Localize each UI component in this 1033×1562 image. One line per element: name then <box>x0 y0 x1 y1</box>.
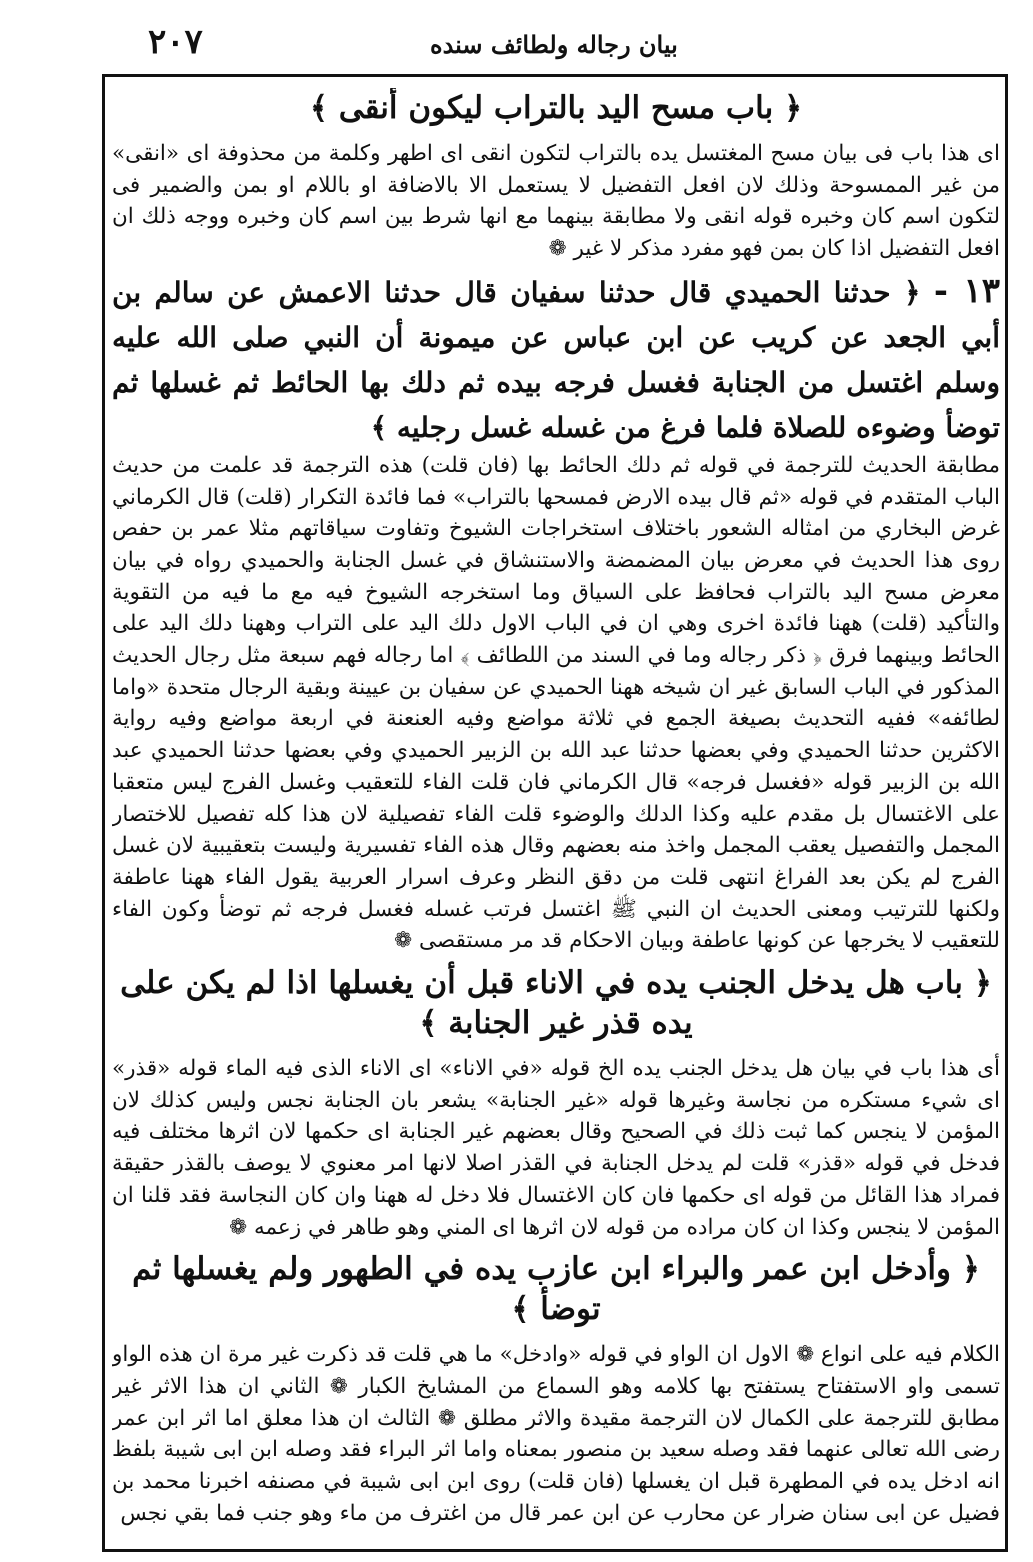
hadith-block <box>112 269 1000 450</box>
hadith-number: ١٣ - <box>933 270 1000 311</box>
commentary-paragraph: اى هذا باب فى بيان مسح المغتسل يده بالتراب لتكون انقى اى اطهر وكلمة من محذوفة اى «انقى» من غير الممسوحة وذلك لان افعل التفضيل لا يستعمل الا بالاضافة او باللام او بمن والضمير فى لتكون اسم كان وخبره قوله انقى ولا مطابقة بينهما مع انها شرط بين اسم كان وخبره ووجه ذلك ان افعل التفضيل اذا كان بمن فهو مفرد مذكر لا غير ❁ <box>112 141 1000 262</box>
running-head: بيان رجاله ولطائف سنده <box>430 30 678 59</box>
commentary-paragraph: الكلام فيه على انواع ❁ الاول ان الواو في قوله «وادخل» ما هي قلت قد ذكرت غير مرة ان هذه الواو تسمى واو الاستفتاح يستفتح بها كلامه وهو السماع من المشايخ الكبار ❁ الثاني ان هذا الاثر غير مطابق للترجمة على الكمال لان الترجمة مقيدة والاثر مطلق ❁ الثالث ان هذا معلق اما اثر ابن عمر رضى الله تعالى عنهما فقد وصله سعيد بن منصور بمعناه واما اثر البراء فقد وصله ابن ابى شيبة بلفظ انه ادخل يده في المطهرة قبل ان يغسلها (فان قلت) روى ابن ابى شيبة في مصنفه اخبرنا محمد بن فضيل عن ابى سنان ضرار عن محارب عن ابن عمر قال من اغترف من ماء وهو جنب فما بقي نجس <box>112 1342 1000 1526</box>
chapter-heading-wiping-hand: ﴿ باب مسح اليد بالتراب ليكون أنقى ﴾ <box>309 90 803 126</box>
page-body <box>112 88 1000 1546</box>
athar-heading: ﴿ وأدخل ابن عمر والبراء ابن عازب يده في الطهور ولم يغسلها ثم توضأ ﴾ <box>132 1251 980 1328</box>
page-number: ٢٠٧ <box>148 22 203 62</box>
hadith-text: ﴿ حدثنا الحميدي قال حدثنا سفيان قال حدثنا الاعمش عن سالم بن أبي الجعد عن كريب عن ابن عباس عن ميمونة أن النبي صلى الله عليه وسلم اغتسل من الجنابة فغسل فرجه بيده ثم دلك بها الحائط ثم غسلها ثم توضأ وضوءه للصلاة فلما فرغ من غسله غسل رجليه ﴾ <box>112 275 1000 444</box>
commentary-paragraph: أى هذا باب في بيان هل يدخل الجنب يده الخ قوله «في الاناء» اى الاناء الذى فيه الماء قوله «قذر» اى شيء مستكره من نجاسة وغيرها قوله «غير الجنابة» يشعر بان الجنابة نجس وليس كذلك لان المؤمن لا ينجس كما ثبت ذلك في الصحيح وقال بعضهم غير الجنابة اى حكمها لان اثرها مختلف فيه فدخل في قوله «قذر» قلت لم يدخل الجنابة في القذر اصلا لانها امر معنوي لا يوصف بالقذر حقيقة فمراد هذا القائل من قوله اى حكمها فان كان الاغتسال فلا دخل له ههنا وان كان النجاسة فقد قلنا ان المؤمن لا ينجس وكذا ان كان مراده من قوله لان اثرها اى المني وهو طاهر في زعمه ❁ <box>112 1056 1000 1240</box>
chapter-heading-junub-hand: ﴿ باب هل يدخل الجنب يده في الاناء قبل أن يغسلها اذا لم يكن على يده قذر غير الجنابة ﴾ <box>120 965 992 1042</box>
commentary-paragraph: مطابقة الحديث للترجمة في قوله ثم دلك الحائط بها (فان قلت) هذه الترجمة قد علمت من حديث الباب المتقدم في قوله «ثم قال بيده الارض فمسحها بالتراب» فما فائدة التكرار (قلت) قال الكرماني غرض البخاري من امثاله الشعور باختلاف استخراجات الشيوخ وتفاوت سياقاتهم مثلا عمر بن حفص روى هذا الحديث في معرض بيان المضمضة والاستنشاق في غسل الجنابة والحميدي رواه في بيان معرض مسح اليد بالتراب فحافظ على السياق وما استخرجه الشيوخ فيه مع ما فيه من التقوية والتأكيد (قلت) ههنا فائدة اخرى وهي ان في الباب الاول دلك اليد على التراب وههنا دلك اليد على الحائط وبينهما فرق ﴿ ذكر رجاله وما في السند من اللطائف ﴾ اما رجاله فهم سبعة مثل رجال الحديث المذكور في الباب السابق غير ان شيخه ههنا الحميدي عن سفيان بن عيينة وبقية الرجال متحدة «واما لطائفه» ففيه التحديث بصيغة الجمع في ثلاثة مواضع وفيه العنعنة في اربعة مواضع وفيه رواية الاكثرين حدثنا الحميدي وفي بعضها حدثنا عبد الله بن الزبير الحميدي وفي بعضها حدثنا الحميدي عبد الله بن الزبير قوله «فغسل فرجه» قال الكرماني فان قلت الفاء للتعقيب وغسل الفرج ليس متعقبا على الاغتسال بل مقدم عليه وكذا الدلك والوضوء قلت الفاء تفصيلية لان هذا كله تفصيل للاختصار المجمل والتفصيل يعقب المجمل واخذ منه بعضهم وقال هذه الفاء تفسيرية وليست بتعقيبية لان غسل الفرج لم يكن بعد الفراغ انتهى قلت من دقق النظر وعرف اسرار العربية يقول الفاء ههنا عاطفة ولكنها للترتيب ومعنى الحديث ان النبي ﷺ اغتسل فرتب غسله فغسل فرجه ثم توضأ وكون الفاء للتعقيب لا يخرجها عن كونها عاطفة وبيان الاحكام قد مر مستقصى ❁ <box>112 452 1000 954</box>
